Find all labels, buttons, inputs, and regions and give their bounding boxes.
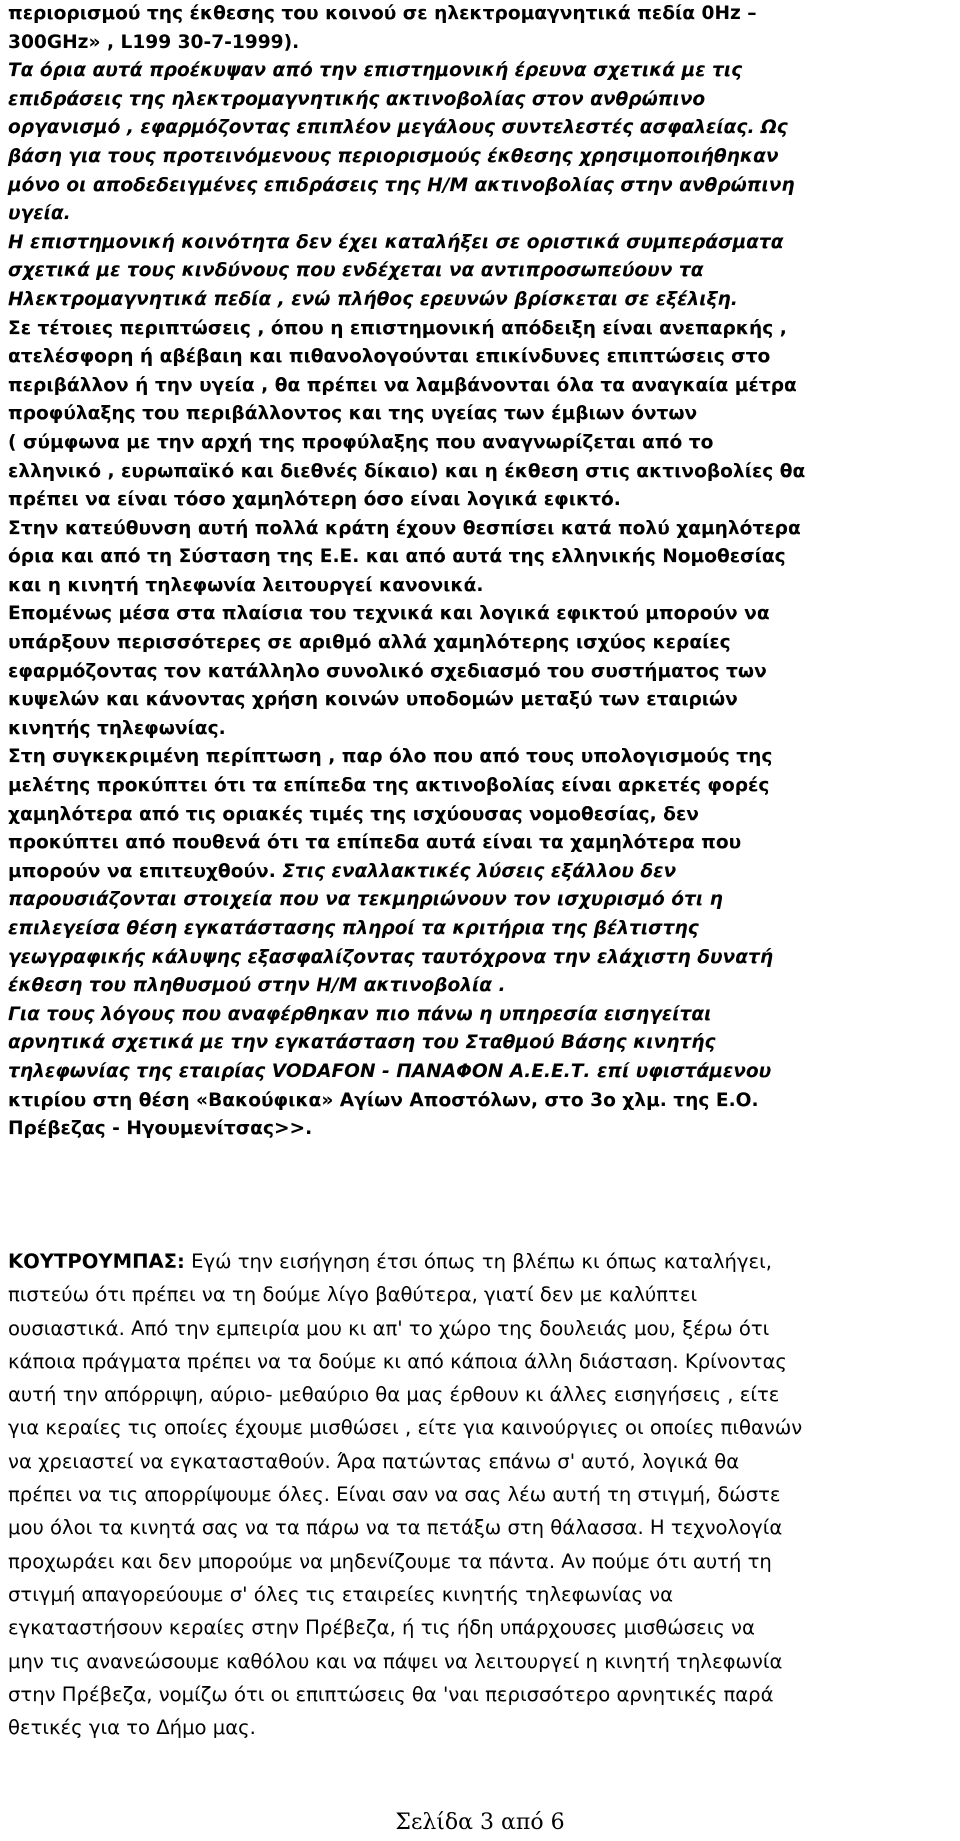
- speech-text: κάποια πράγματα πρέπει να τα δούμε κι από κάποια άλλη διάσταση. Κρίνοντας: [8, 1349, 787, 1373]
- report-line: [8, 600, 956, 629]
- report-text-run: 300GHz» , L199 30-7-1999).: [8, 31, 300, 53]
- report-line: [8, 486, 956, 515]
- report-text-run: μπορούν να επιτευχθούν.: [8, 860, 283, 882]
- report-line: [8, 343, 956, 372]
- speech-text: ουσιαστικά. Από την εμπειρία μου κι απ' το χώρο της δουλειάς μου, ξέρω ότι: [8, 1316, 770, 1340]
- report-text-run: χαμηλότερα από τις οριακές τιμές της ισχύουσας νομοθεσίας, δεν: [8, 803, 699, 825]
- report-line: [8, 772, 956, 801]
- speech-line: [8, 1711, 956, 1744]
- report-text-run: Ηλεκτρομαγνητικά πεδία , ενώ πλήθος ερευνών βρίσκεται σε εξέλιξη.: [8, 288, 738, 310]
- report-line: [8, 972, 956, 1001]
- speech-text: για κεραίες τις οποίες έχουμε μισθώσει , είτε για καινούργιες οι οποίες πιθανών: [8, 1416, 803, 1440]
- report-text-run: επιδράσεις της ηλεκτρομαγνητικής ακτινοβολίας στον ανθρώπινο: [8, 88, 706, 110]
- report-text-run: περιορισμού της έκθεσης του κοινού σε ηλεκτρομαγνητικά πεδία 0Hz –: [8, 3, 757, 24]
- report-line: [8, 686, 956, 715]
- report-line: [8, 572, 956, 601]
- speech-line: [8, 1278, 956, 1311]
- report-text-run: κυψελών και κάνοντας χρήση κοινών υποδομών μεταξύ των εταιριών: [8, 689, 738, 711]
- speech-line: [8, 1345, 956, 1378]
- speech-line: [8, 1511, 956, 1544]
- report-text-run: Επομένως μέσα στα πλαίσια του τεχνικά και λογικά εφικτού μπορούν να: [8, 603, 770, 625]
- report-text-run: Στη συγκεκριμένη περίπτωση , παρ όλο που από τους υπολογισμούς της: [8, 746, 773, 768]
- report-text-run: όρια και από τη Σύσταση της Ε.Ε. και από αυτά της ελληνικής Νομοθεσίας: [8, 546, 786, 568]
- report-text-run: βάση για τους προτεινόμενους περιορισμούς έκθεσης χρησιμοποιήθηκαν: [8, 145, 779, 167]
- report-line: [8, 858, 956, 887]
- report-text-run: κινητής τηλεφωνίας.: [8, 717, 226, 739]
- speech-text: στιγμή απαγορεύουμε σ' όλες τις εταιρείες κινητής τηλεφωνίας να: [8, 1582, 674, 1606]
- report-text-run: ελληνικό , ευρωπαϊκό και διεθνές δίκαιο) και η έκθεση στις ακτινοβολίες θα: [8, 460, 806, 482]
- report-text-run: και η κινητή τηλεφωνία λειτουργεί κανονικά.: [8, 574, 484, 596]
- report-line: [8, 0, 956, 29]
- report-text-run: μελέτης προκύπτει ότι τα επίπεδα της ακτινοβολίας είναι αρκετές φορές: [8, 775, 770, 797]
- report-line: [8, 1001, 956, 1030]
- speech-text: Εγώ την εισήγηση έτσι όπως τη βλέπω κι όπως καταλήγει,: [184, 1250, 772, 1273]
- report-text-run: επιλεγείσα θέση εγκατάστασης πληροί τα κριτήρια της βέλτιστης: [8, 918, 699, 939]
- report-text-run: Σε τέτοιες περιπτώσεις , όπου η επιστημονική απόδειξη είναι ανεπαρκής ,: [8, 317, 787, 339]
- report-text-run: παρουσιάζονται στοιχεία που να τεκμηριώνουν τον ισχυρισμό ότι η: [8, 889, 723, 911]
- speech-line: [8, 1378, 956, 1411]
- report-text-run: μόνο οι αποδεδειγμένες επιδράσεις της Η/Μ ακτινοβολίας στην ανθρώπινη: [8, 174, 795, 196]
- report-text-run: υγεία.: [8, 203, 71, 225]
- report-text-run: Τα όρια αυτά προέκυψαν από την επιστημονική έρευνα σχετικά με τις: [8, 60, 743, 82]
- report-line: [8, 543, 956, 572]
- speech-text: πρέπει να τις απορρίψουμε όλες. Είναι σαν να σας λέω αυτή τη στιγμή, δώστε: [8, 1483, 781, 1507]
- report-text-run: Πρέβεζας - Ηγουμενίτσας>>.: [8, 1118, 313, 1140]
- speech-line: [8, 1578, 956, 1611]
- report-text-block: [8, 0, 956, 1144]
- report-line: [8, 743, 956, 772]
- speech-line: [8, 1411, 956, 1444]
- report-text-run: πρέπει να είναι τόσο χαμηλότερη όσο είναι λογικά εφικτό.: [8, 489, 621, 511]
- speech-text: στην Πρέβεζα, νομίζω ότι οι επιπτώσεις θα 'ναι περισσότερο αρνητικές παρά: [8, 1682, 774, 1706]
- report-line: [8, 1087, 956, 1116]
- report-text-run: Για τους λόγους που αναφέρθηκαν πιο πάνω η υπηρεσία εισηγείται: [8, 1003, 712, 1025]
- report-text-run: αρνητικά σχετικά με την εγκατάσταση του Σταθμού Βάσης κινητής: [8, 1032, 716, 1054]
- page-footer: Σελίδα 3 από 6: [395, 1810, 565, 1835]
- speech-line: [8, 1445, 956, 1478]
- speech-text: αυτή την απόρριψη, αύριο- μεθαύριο θα μας έρθουν κι άλλες εισηγήσεις , είτε: [8, 1383, 780, 1407]
- report-text-run: Η επιστημονική κοινότητα δεν έχει καταλήξει σε οριστικά συμπεράσματα: [8, 231, 784, 253]
- report-text-run: προφύλαξης του περιβάλλοντος και της υγείας των έμβιων όντων: [8, 403, 698, 425]
- report-text-run: Στην κατεύθυνση αυτή πολλά κράτη έχουν θεσπίσει κατά πολύ χαμηλότερα: [8, 517, 801, 539]
- report-line: [8, 286, 956, 315]
- speech-text: μην τις ανανεώσουμε καθόλου και να πάψει να λειτουργεί η κινητή τηλεφωνία: [8, 1649, 783, 1673]
- report-line: [8, 629, 956, 658]
- report-line: [8, 515, 956, 544]
- report-line: [8, 458, 956, 487]
- speech-text: να χρειαστεί να εγκατασταθούν. Άρα πατώντας επάνω σ' αυτό, λογικά θα: [8, 1449, 740, 1473]
- report-line: [8, 886, 956, 915]
- report-line: [8, 1058, 956, 1087]
- report-line: [8, 257, 956, 286]
- report-text-run: σχετικά με τους κινδύνους που ενδέχεται να αντιπροσωπεύουν τα: [8, 260, 704, 282]
- report-line: [8, 1029, 956, 1058]
- report-line: [8, 429, 956, 458]
- report-line: [8, 801, 956, 830]
- speech-text: μου όλοι τα κινητά σας να τα πάρω να τα πετάξω στη θάλασσα. Η τεχνολογία: [8, 1516, 783, 1540]
- speech-line: [8, 1545, 956, 1578]
- report-text-run: προκύπτει από πουθενά ότι τα επίπεδα αυτά είναι τα χαμηλότερα που: [8, 832, 742, 854]
- speech-line: [8, 1245, 956, 1278]
- report-text-run: οργανισμό , εφαρμόζοντας επιπλέον μεγάλους συντελεστές ασφαλείας. Ως: [8, 117, 788, 139]
- speech-text-block: [8, 1245, 956, 1744]
- report-text-run: τηλεφωνίας της εταιρίας VODAFON - ΠΑΝΑΦΟΝ Α.Ε.Ε.Τ. επί υφιστάμενου: [8, 1060, 772, 1082]
- report-text-run: περιβάλλον ή την υγεία , θα πρέπει να λαμβάνονται όλα τα αναγκαία μέτρα: [8, 374, 797, 396]
- speech-line: [8, 1611, 956, 1644]
- report-line: [8, 715, 956, 744]
- report-line: [8, 143, 956, 172]
- speech-text: προχωράει και δεν μπορούμε να μηδενίζουμε τα πάντα. Αν πούμε ότι αυτή τη: [8, 1549, 772, 1573]
- speaker-label: ΚΟΥΤΡΟΥΜΠΑΣ:: [8, 1250, 185, 1273]
- report-line: [8, 400, 956, 429]
- report-line: [8, 944, 956, 973]
- report-line: [8, 315, 956, 344]
- report-line: [8, 829, 956, 858]
- speech-line: [8, 1678, 956, 1711]
- report-text-run: υπάρξουν περισσότερες σε αριθμό αλλά χαμηλότερης ισχύος κεραίες: [8, 632, 731, 654]
- report-line: [8, 1115, 956, 1144]
- report-line: [8, 658, 956, 687]
- report-line: [8, 114, 956, 143]
- report-line: [8, 915, 956, 944]
- speech-text: πιστεύω ότι πρέπει να τη δούμε λίγο βαθύτερα, γιατί δεν με καλύπτει: [8, 1283, 698, 1307]
- report-line: [8, 200, 956, 229]
- speech-line: [8, 1478, 956, 1511]
- report-line: [8, 229, 956, 258]
- report-line: [8, 57, 956, 86]
- speech-line: [8, 1645, 956, 1678]
- report-text-run: Στις εναλλακτικές λύσεις εξάλλου δεν: [282, 860, 677, 882]
- speech-text: εγκαταστήσουν κεραίες στην Πρέβεζα, ή τις ήδη υπάρχουσες μισθώσεις να: [8, 1616, 755, 1640]
- report-text-run: γεωγραφικής κάλυψης εξασφαλίζοντας ταυτόχρονα την ελάχιστη δυνατή: [8, 946, 774, 968]
- report-text-run: έκθεση του πληθυσμού στην Η/Μ ακτινοβολία .: [8, 975, 506, 997]
- report-line: [8, 172, 956, 201]
- speech-line: [8, 1312, 956, 1345]
- report-line: [8, 29, 956, 58]
- report-line: [8, 372, 956, 401]
- report-text-run: εφαρμόζοντας τον κατάλληλο συνολικό σχεδιασμό του συστήματος των: [8, 660, 767, 682]
- report-text-run: ( σύμφωνα με την αρχή της προφύλαξης που αναγνωρίζεται από το: [8, 431, 714, 453]
- speech-text: θετικές για το Δήμο μας.: [8, 1716, 256, 1740]
- report-text-run: κτιρίου στη θέση «Βακούφικα» Αγίων Αποστόλων, στο 3ο χλμ. της Ε.Ο.: [8, 1089, 759, 1111]
- report-text-run: ατελέσφορη ή αβέβαιη και πιθανολογούνται επικίνδυνες επιπτώσεις στο: [8, 346, 771, 368]
- report-line: [8, 86, 956, 115]
